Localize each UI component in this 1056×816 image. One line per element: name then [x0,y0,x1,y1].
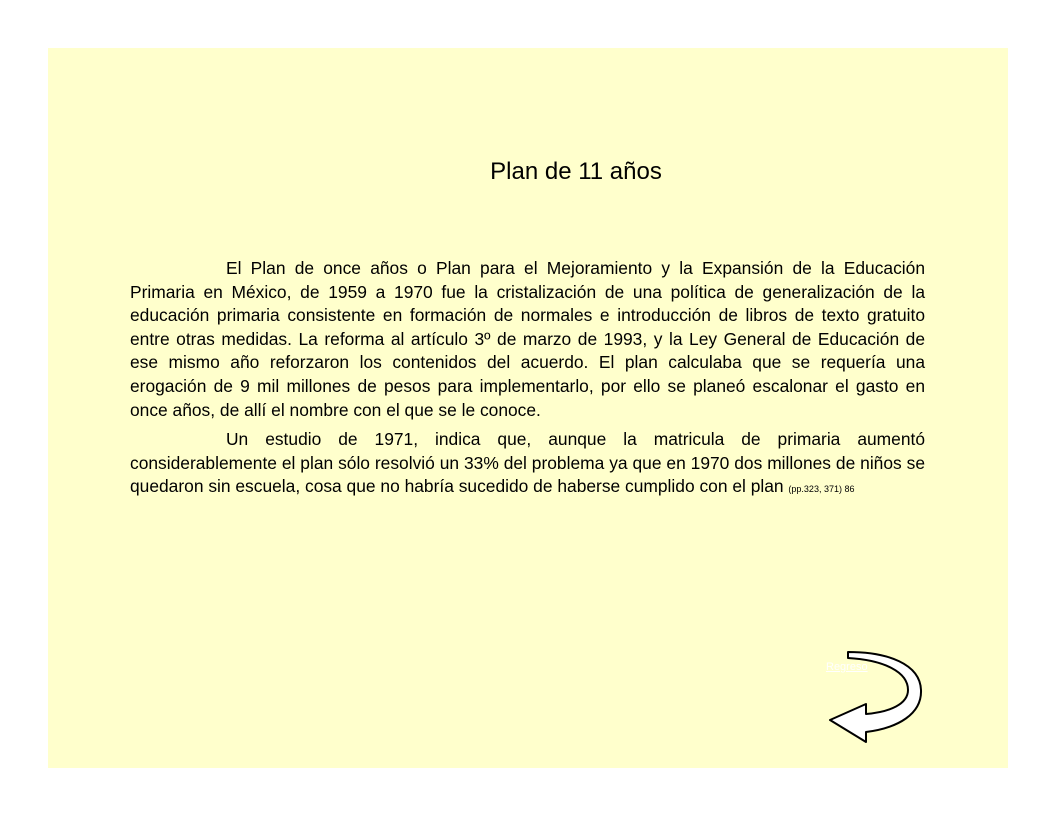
citation: (pp.323, 371) 86 [788,484,855,495]
body-text [130,257,925,508]
slide [48,48,1008,768]
return-link[interactable]: Regreso [826,661,868,673]
paragraph-1: El Plan de once años o Plan para el Mejoramiento y la Expansión de la Educación Primaria en México, de 1959 a 1970 fue la cristalización de una política de generalización de la educación primaria consistente en formación de normales e introducción de libros de texto gratuito entre otras medidas. La reforma al artículo 3º de marzo de 1993, y la Ley General de Educación de ese mismo año reforzaron los contenidos del acuerdo. El plan calculaba que se requería una erogación de 9 mil millones de pesos para implementarlo, por ello se planeó escalonar el gasto en once años, de allí el nombre con el que se le conoce. [130,258,925,420]
paragraph-2-text: Un estudio de 1971, indica que, aunque la matricula de primaria aumentó considerablemente el plan sólo resolvió un 33% del problema ya que en 1970 dos millones de niños se quedaron sin escuela, cosa que no habría sucedido de haberse cumplido con el plan [130,429,925,497]
page-title: Plan de 11 años [490,158,662,185]
paragraph-2 [130,428,925,502]
